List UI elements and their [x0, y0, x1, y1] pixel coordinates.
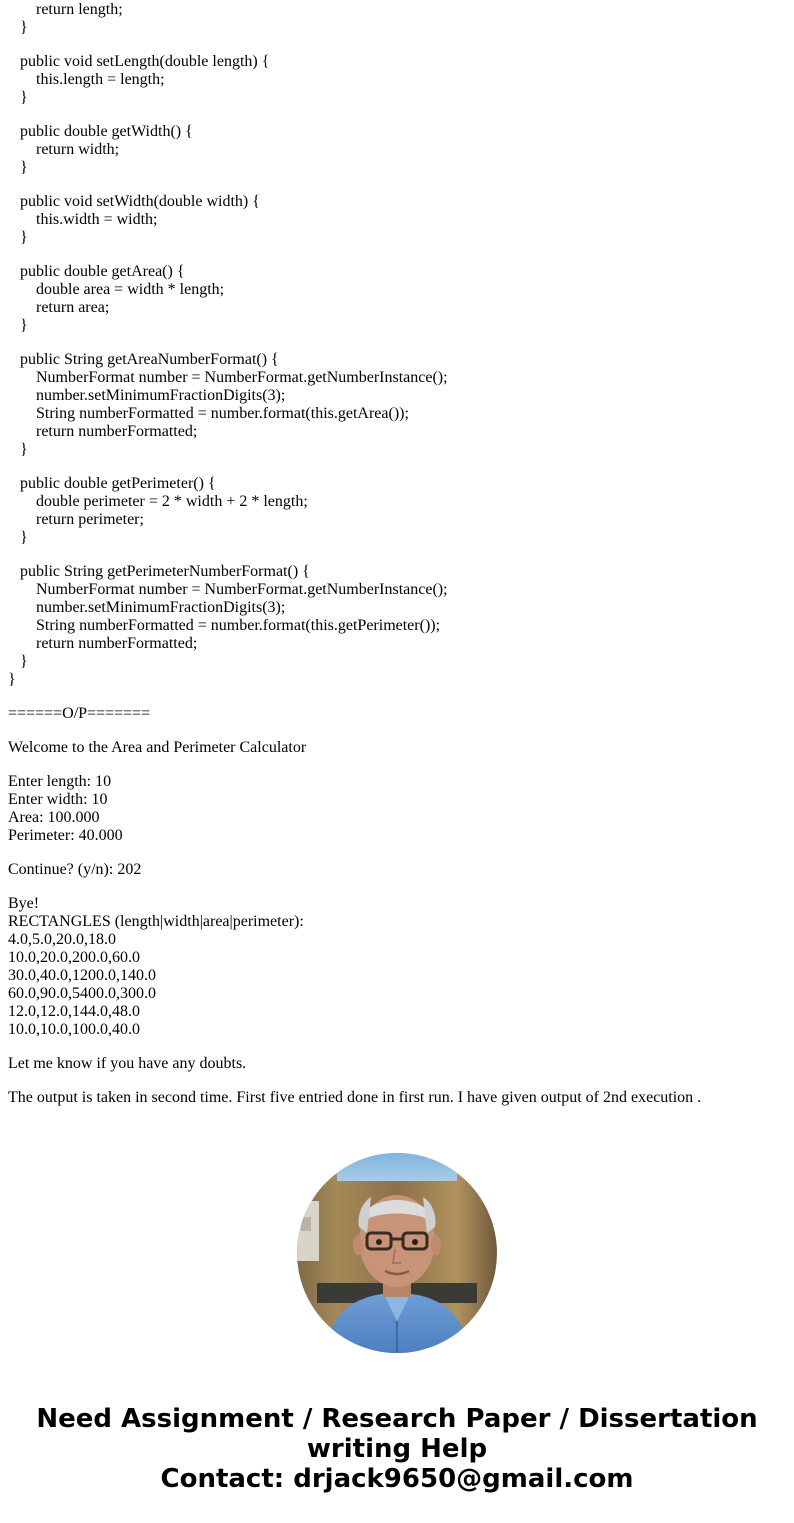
- output-rectangle-row: 30.0,40.0,1200.0,140.0: [8, 967, 156, 984]
- output-area: Area: 100.000: [8, 809, 100, 826]
- output-rectangle-row: 10.0,20.0,200.0,60.0: [8, 949, 140, 966]
- code-line: }: [20, 159, 28, 176]
- code-line: return length;: [36, 1, 123, 18]
- code-line: double area = width * length;: [36, 281, 225, 298]
- code-line: }: [20, 653, 28, 670]
- code-line: return numberFormatted;: [36, 423, 198, 440]
- promo-contact-email: Contact: drjack9650@gmail.com: [160, 1464, 634, 1494]
- output-rectangles-header: RECTANGLES (length|width|area|perimeter):: [8, 913, 304, 930]
- code-line: }: [20, 317, 28, 334]
- code-line: String numberFormatted = number.format(this.getArea());: [36, 405, 409, 422]
- code-line: public void setLength(double length) {: [20, 53, 270, 70]
- code-line: return perimeter;: [36, 511, 144, 528]
- code-line: NumberFormat number = NumberFormat.getNumberInstance();: [36, 581, 448, 598]
- code-line: NumberFormat number = NumberFormat.getNumberInstance();: [36, 369, 448, 386]
- code-line: }: [8, 671, 16, 688]
- code-line: this.length = length;: [36, 71, 165, 88]
- output-rectangle-row: 12.0,12.0,144.0,48.0: [8, 1003, 140, 1020]
- output-welcome: Welcome to the Area and Perimeter Calculator: [8, 739, 307, 756]
- code-line: }: [20, 89, 28, 106]
- code-line: public double getArea() {: [20, 263, 185, 280]
- output-separator: ======O/P=======: [8, 705, 151, 722]
- code-line: this.width = width;: [36, 211, 158, 228]
- code-line: return area;: [36, 299, 110, 316]
- code-line: public double getPerimeter() {: [20, 475, 216, 492]
- code-line: return width;: [36, 141, 120, 158]
- author-avatar: [297, 1153, 497, 1353]
- code-line: double perimeter = 2 * width + 2 * length;: [36, 493, 308, 510]
- code-line: }: [20, 229, 28, 246]
- code-line: number.setMinimumFractionDigits(3);: [36, 599, 286, 616]
- code-line: public String getAreaNumberFormat() {: [20, 351, 279, 368]
- output-enter-length: Enter length: 10: [8, 773, 112, 790]
- note-explanation: The output is taken in second time. First five entried done in first run. I have given output of 2nd execution .: [8, 1089, 702, 1106]
- output-rectangle-row: 10.0,10.0,100.0,40.0: [8, 1021, 140, 1038]
- note-doubts: Let me know if you have any doubts.: [8, 1055, 247, 1072]
- code-line: public String getPerimeterNumberFormat() {: [20, 563, 310, 580]
- output-perimeter: Perimeter: 40.000: [8, 827, 123, 844]
- code-line: }: [20, 529, 28, 546]
- code-line: String numberFormatted = number.format(this.getPerimeter());: [36, 617, 441, 634]
- output-rectangle-row: 60.0,90.0,5400.0,300.0: [8, 985, 156, 1002]
- output-bye: Bye!: [8, 895, 40, 912]
- promo-line-1: Need Assignment / Research Paper / Dissertation: [36, 1404, 758, 1434]
- code-line: public double getWidth() {: [20, 123, 193, 140]
- code-line: return numberFormatted;: [36, 635, 198, 652]
- code-line: public void setWidth(double width) {: [20, 193, 260, 210]
- promo-line-2: writing Help: [306, 1434, 488, 1464]
- output-rectangle-row: 4.0,5.0,20.0,18.0: [8, 931, 116, 948]
- code-line: number.setMinimumFractionDigits(3);: [36, 387, 286, 404]
- code-line: }: [20, 441, 28, 458]
- output-continue: Continue? (y/n): 202: [8, 861, 142, 878]
- code-line: }: [20, 19, 28, 36]
- output-enter-width: Enter width: 10: [8, 791, 108, 808]
